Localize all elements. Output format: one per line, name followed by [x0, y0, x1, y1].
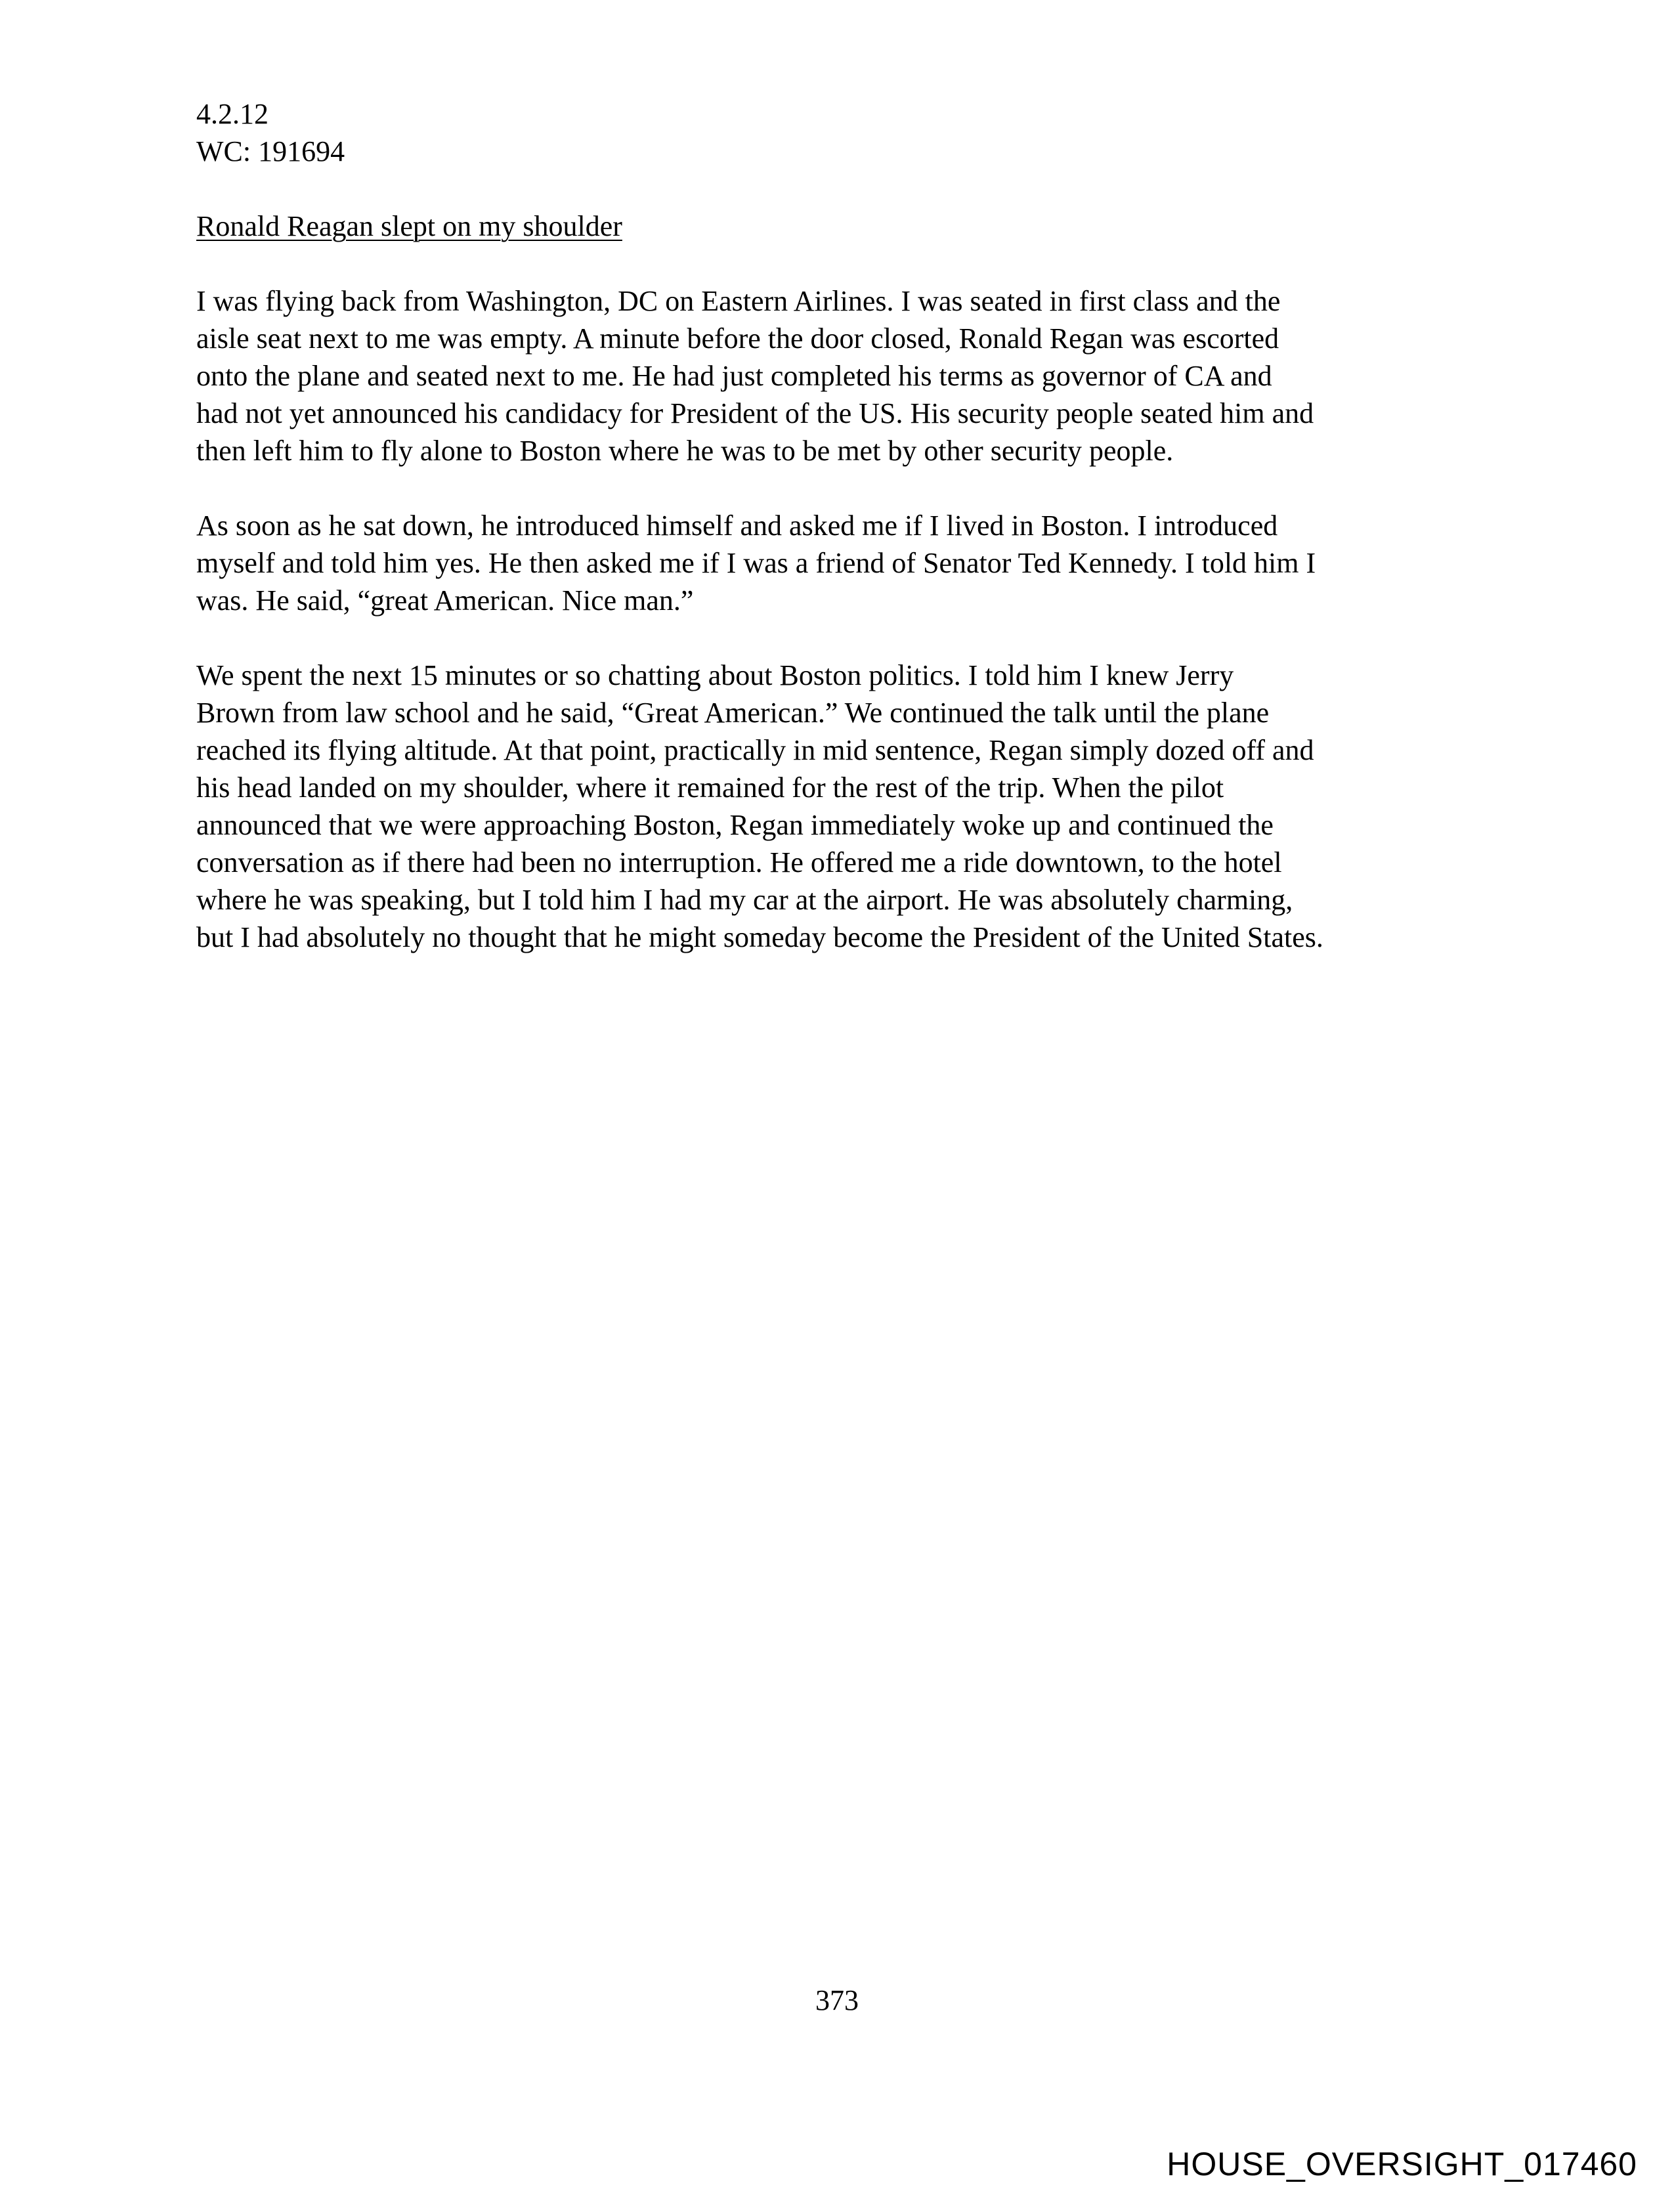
paragraph: We spent the next 15 minutes or so chatting about Boston politics. I told him I knew Jerry Brown from law school and he said, “Great American.” We continued the talk until the plane reached its flying altitude. At that point, practically in mid sentence, Regan simply dozed off and his head landed on my shoulder, where it remained for the rest of the trip. When the pilot announced that we were approaching Boston, Regan immediately woke up and continued the conversation as if there had been no interruption. He offered me a ride downtown, to the hotel where he was speaking, but I told him I had my car at the airport. He was absolutely charming, but I had absolutely no thought that he might someday become the President of the United States.	[196, 659, 1323, 953]
spacer	[196, 469, 1496, 507]
word-count: WC: 191694	[196, 135, 345, 167]
document-body	[196, 95, 1496, 956]
paragraph: I was flying back from Washington, DC on Eastern Airlines. I was seated in first class and the aisle seat next to me was empty. A minute before the door closed, Ronald Regan was escorted onto the plane and seated next to me. He had just completed his terms as governor of CA and had not yet announced his candidacy for President of the US. His security people seated him and then left him to fly alone to Boston where he was to be met by other security people.	[196, 285, 1314, 467]
spacer	[196, 619, 1496, 657]
paragraph: As soon as he sat down, he introduced himself and asked me if I lived in Boston. I introduced myself and told him yes. He then asked me if I was a friend of Senator Ted Kennedy. I told him I was. He said, “great American. Nice man.”	[196, 510, 1316, 617]
document-title: Ronald Reagan slept on my shoulder	[196, 210, 622, 242]
bates-number: HOUSE_OVERSIGHT_017460	[1167, 2146, 1637, 2182]
spacer	[196, 245, 1496, 282]
page-number: 373	[815, 1984, 859, 2016]
document-date: 4.2.12	[196, 98, 268, 130]
spacer	[196, 170, 1496, 207]
